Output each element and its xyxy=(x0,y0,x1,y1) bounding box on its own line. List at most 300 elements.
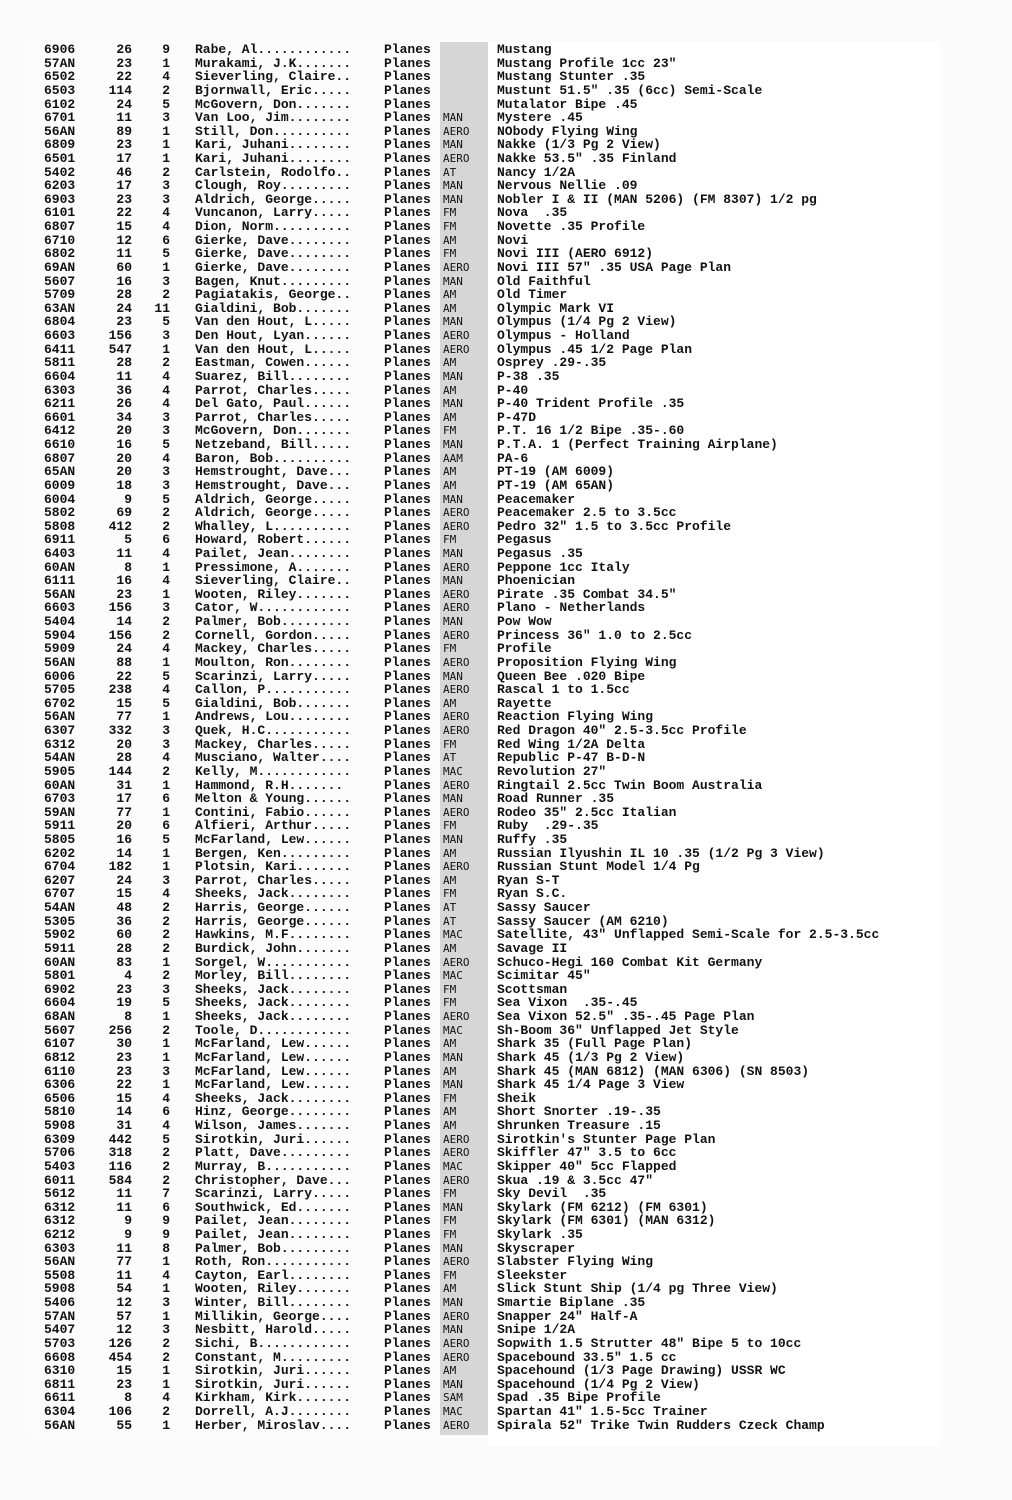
table-row xyxy=(0,860,1012,874)
count-cell: 4 xyxy=(162,69,170,85)
page-cell: 12 xyxy=(116,1295,132,1310)
designer-cell: Herber, Miroslav.... xyxy=(195,1418,352,1433)
issue-cell: 5709 xyxy=(44,287,76,303)
plan-title-cell: Satellite, 43" Unflapped Semi-Scale for 2.5-3.5cc xyxy=(497,928,880,943)
page-cell: 69 xyxy=(116,505,132,521)
count-cell: 5 xyxy=(162,314,170,330)
category-cell: Planes xyxy=(384,995,431,1011)
designer-cell: Cayton, Earl........ xyxy=(195,1268,352,1283)
count-cell: 2 xyxy=(162,627,170,643)
category-cell: Planes xyxy=(384,1186,431,1202)
page-cell: 20 xyxy=(116,464,132,480)
table-row xyxy=(0,288,1012,302)
count-cell: 3 xyxy=(162,178,170,194)
page-cell: 116 xyxy=(108,1158,132,1174)
category-cell: Planes xyxy=(384,927,431,943)
category-cell: Planes xyxy=(384,1036,431,1052)
table-row xyxy=(0,1105,1012,1119)
magazine-cell: AM xyxy=(443,1282,457,1296)
table-row xyxy=(0,1337,1012,1351)
table-row xyxy=(0,152,1012,166)
count-cell: 1 xyxy=(162,123,170,139)
plan-title-cell: Revolution 27" xyxy=(497,764,607,779)
category-cell: Planes xyxy=(384,314,431,330)
table-row xyxy=(0,1133,1012,1147)
plan-title-cell: Skiffler 47" 3.5 to 6cc xyxy=(497,1146,677,1161)
designer-cell: Moulton, Ron........ xyxy=(195,655,352,670)
magazine-cell: MAN xyxy=(443,315,463,329)
page-cell: 16 xyxy=(116,573,132,589)
designer-cell: McGovern, Don....... xyxy=(195,424,352,439)
page-cell: 9 xyxy=(124,491,132,507)
magazine-cell: FM xyxy=(443,206,457,220)
magazine-cell: AT xyxy=(443,751,457,765)
page-cell: 15 xyxy=(116,219,132,235)
count-cell: 2 xyxy=(162,940,170,956)
page-cell: 9 xyxy=(124,1213,132,1229)
magazine-cell: AERO xyxy=(443,724,470,737)
count-cell: 4 xyxy=(162,219,170,235)
count-cell: 2 xyxy=(162,1172,170,1188)
count-cell: 2 xyxy=(162,968,170,984)
magazine-cell: AERO xyxy=(443,1010,470,1023)
count-cell: 2 xyxy=(162,164,170,180)
page-cell: 23 xyxy=(116,981,132,997)
table-row xyxy=(0,806,1012,820)
table-row xyxy=(0,710,1012,724)
issue-cell: 6902 xyxy=(44,981,76,997)
page-cell: 144 xyxy=(108,763,132,779)
issue-cell: 6608 xyxy=(44,1349,76,1365)
page-cell: 11 xyxy=(116,545,132,561)
table-row xyxy=(0,111,1012,125)
count-cell: 4 xyxy=(162,641,170,657)
category-cell: Planes xyxy=(384,164,431,180)
designer-cell: Constant, M......... xyxy=(195,1350,352,1365)
issue-cell: 6312 xyxy=(44,1199,76,1215)
category-cell: Planes xyxy=(384,1213,431,1229)
page-cell: 23 xyxy=(116,586,132,602)
page-cell: 15 xyxy=(116,695,132,711)
magazine-cell: FM xyxy=(443,642,457,656)
issue-cell: 6903 xyxy=(44,191,76,207)
page-cell: 28 xyxy=(116,287,132,303)
issue-cell: 5802 xyxy=(44,505,76,521)
plan-title-cell: Olympus .45 1/2 Page Plan xyxy=(497,342,693,357)
issue-cell: 60AN xyxy=(44,777,76,793)
magazine-cell: MAC xyxy=(443,928,463,942)
page-cell: 547 xyxy=(108,341,132,357)
magazine-cell: MAN xyxy=(443,546,463,560)
page-cell: 11 xyxy=(116,1240,132,1256)
page-cell: 26 xyxy=(116,42,132,57)
magazine-cell: AERO xyxy=(443,601,470,615)
issue-cell: 6412 xyxy=(44,423,76,439)
designer-cell: Sichi, B............ xyxy=(195,1336,352,1351)
magazine-cell: AERO xyxy=(443,1173,470,1187)
count-cell: 5 xyxy=(162,437,170,452)
magazine-cell: MAN xyxy=(443,574,463,588)
category-cell: Planes xyxy=(384,1390,431,1406)
count-cell: 4 xyxy=(162,573,170,589)
designer-cell: Wooten, Riley....... xyxy=(195,1282,352,1297)
table-row xyxy=(0,1201,1012,1215)
magazine-cell: FM xyxy=(443,737,457,751)
page-cell: 332 xyxy=(108,723,132,738)
magazine-cell: MAN xyxy=(443,1050,463,1064)
table-row xyxy=(0,343,1012,357)
issue-cell: 6110 xyxy=(44,1063,76,1079)
table-row xyxy=(0,1146,1012,1160)
magazine-cell: AM xyxy=(443,1037,457,1051)
category-cell: Planes xyxy=(384,1240,431,1256)
category-cell: Planes xyxy=(384,573,431,589)
issue-cell: 6403 xyxy=(44,545,76,561)
issue-cell: 6107 xyxy=(44,1036,76,1052)
page-cell: 318 xyxy=(108,1145,132,1161)
issue-cell: 6307 xyxy=(44,723,76,738)
category-cell: Planes xyxy=(384,1308,431,1324)
table-row xyxy=(0,1078,1012,1092)
count-cell: 2 xyxy=(162,913,170,929)
category-cell: Planes xyxy=(384,940,431,956)
count-cell: 2 xyxy=(162,1145,170,1161)
plan-title-cell: Skylark (FM 6301) (MAN 6312) xyxy=(497,1214,716,1229)
table-row xyxy=(0,1051,1012,1065)
plan-title-cell: Smartie Biplane .35 xyxy=(497,1296,646,1310)
issue-cell: 6309 xyxy=(44,1131,76,1147)
issue-cell: 65AN xyxy=(44,464,76,480)
category-cell: Planes xyxy=(384,1199,431,1215)
category-cell: Planes xyxy=(384,1281,431,1297)
page-cell: 23 xyxy=(116,1376,132,1392)
designer-cell: Aldrich, George..... xyxy=(195,192,352,207)
issue-cell: 6004 xyxy=(44,491,76,507)
page-cell: 238 xyxy=(108,682,132,698)
page-cell: 23 xyxy=(116,1063,132,1079)
designer-cell: Sieverling, Claire.. xyxy=(195,574,352,589)
table-row xyxy=(0,1174,1012,1188)
designer-cell: Van Loo, Jim........ xyxy=(195,111,352,126)
table-row xyxy=(0,956,1012,970)
plan-title-cell: Spacehound (1/3 Page Drawing) USSR WC xyxy=(497,1364,786,1379)
page-cell: 22 xyxy=(116,205,132,221)
page-cell: 126 xyxy=(108,1335,132,1351)
magazine-cell: AERO xyxy=(443,860,470,874)
page-cell: 584 xyxy=(108,1172,132,1188)
page-cell: 8 xyxy=(124,559,132,575)
designer-cell: Aldrich, George..... xyxy=(195,506,352,521)
magazine-cell: AERO xyxy=(443,1255,470,1269)
plan-title-cell: Ryan S.C. xyxy=(497,887,568,902)
page-cell: 11 xyxy=(116,1186,132,1202)
issue-cell: 6807 xyxy=(44,219,76,235)
count-cell: 1 xyxy=(162,1363,170,1379)
plan-title-cell: Rayette xyxy=(497,696,552,711)
count-cell: 5 xyxy=(162,695,170,711)
designer-cell: Howard, Robert...... xyxy=(195,533,352,548)
issue-cell: 6707 xyxy=(44,886,76,902)
table-row xyxy=(0,819,1012,833)
category-cell: Planes xyxy=(384,559,431,575)
designer-cell: Kari, Juhani........ xyxy=(195,138,352,153)
designer-cell: Sorgel, W........... xyxy=(195,955,352,970)
table-row xyxy=(0,179,1012,193)
category-cell: Planes xyxy=(384,1104,431,1120)
table-row xyxy=(0,1187,1012,1201)
count-cell: 1 xyxy=(162,845,170,861)
issue-cell: 5911 xyxy=(44,818,76,834)
plan-title-cell: Sirotkin's Stunter Page Plan xyxy=(497,1132,716,1147)
issue-cell: 56AN xyxy=(44,1254,76,1270)
category-cell: Planes xyxy=(384,750,431,766)
count-cell: 6 xyxy=(162,791,170,807)
page-cell: 31 xyxy=(116,1118,132,1133)
table-row xyxy=(0,452,1012,466)
count-cell: 4 xyxy=(162,396,170,412)
page-cell: 46 xyxy=(116,164,132,180)
table-row xyxy=(0,1419,1012,1433)
magazine-cell: FM xyxy=(443,220,457,234)
magazine-cell: AERO xyxy=(443,805,470,819)
issue-cell: 5404 xyxy=(44,614,76,629)
count-cell: 3 xyxy=(162,477,170,493)
page-cell: 77 xyxy=(116,709,132,725)
magazine-cell: AERO xyxy=(443,342,470,356)
page-cell: 16 xyxy=(116,273,132,289)
category-cell: Planes xyxy=(384,586,431,602)
page-cell: 14 xyxy=(116,845,132,861)
designer-cell: Hawkins, M.F........ xyxy=(195,928,352,943)
plan-title-cell: Nervous Nellie .09 xyxy=(497,179,638,194)
issue-cell: 54AN xyxy=(44,900,76,916)
designer-cell: Hemstrought, Dave... xyxy=(195,465,352,480)
table-row xyxy=(0,57,1012,71)
category-cell: Planes xyxy=(384,1158,431,1174)
table-row xyxy=(0,901,1012,915)
page-cell: 23 xyxy=(116,314,132,330)
magazine-cell: MAN xyxy=(443,138,463,152)
page-cell: 60 xyxy=(116,927,132,943)
magazine-cell: MAN xyxy=(443,492,463,506)
magazine-cell: AM xyxy=(443,465,457,479)
issue-cell: 6502 xyxy=(44,69,76,85)
count-cell: 3 xyxy=(162,1295,170,1310)
page-cell: 22 xyxy=(116,668,132,684)
category-cell: Planes xyxy=(384,913,431,929)
category-cell: Planes xyxy=(384,396,431,412)
count-cell: 3 xyxy=(162,723,170,738)
category-cell: Planes xyxy=(384,600,431,616)
table-row xyxy=(0,779,1012,793)
page-cell: 28 xyxy=(116,940,132,956)
table-row xyxy=(0,1214,1012,1228)
plan-title-cell: Ryan S-T xyxy=(497,873,560,888)
issue-cell: 5810 xyxy=(44,1104,76,1120)
page-cell: 23 xyxy=(116,55,132,71)
magazine-cell: AM xyxy=(443,1119,457,1132)
designer-cell: Pailet, Jean........ xyxy=(195,1227,352,1242)
plan-title-cell: Spad .35 Bipe Profile xyxy=(497,1391,661,1406)
issue-cell: 6812 xyxy=(44,1049,76,1065)
issue-cell: 5808 xyxy=(44,518,76,534)
issue-cell: 5703 xyxy=(44,1335,76,1351)
category-cell: Planes xyxy=(384,423,431,439)
issue-cell: 5612 xyxy=(44,1186,76,1202)
designer-cell: Quek, H.C........... xyxy=(195,724,352,738)
count-cell: 3 xyxy=(162,464,170,480)
page-cell: 24 xyxy=(116,300,132,316)
magazine-cell: AM xyxy=(443,478,457,492)
magazine-cell: MAC xyxy=(443,969,463,983)
table-row xyxy=(0,670,1012,684)
table-row xyxy=(0,1037,1012,1051)
magazine-cell: AERO xyxy=(443,655,470,669)
count-cell: 1 xyxy=(162,341,170,357)
designer-cell: Hemstrought, Dave... xyxy=(195,478,352,493)
plan-title-cell: Snapper 24" Half-A xyxy=(497,1309,638,1324)
magazine-cell: AAM xyxy=(443,451,463,465)
designer-cell: Gierke, Dave........ xyxy=(195,260,352,275)
plan-title-cell: Proposition Flying Wing xyxy=(497,655,677,670)
count-cell: 2 xyxy=(162,1349,170,1365)
page-cell: 11 xyxy=(116,1199,132,1215)
issue-cell: 6603 xyxy=(44,328,76,343)
page-cell: 23 xyxy=(116,191,132,207)
table-row xyxy=(0,1092,1012,1106)
category-cell: Planes xyxy=(384,654,431,670)
issue-cell: 5403 xyxy=(44,1158,76,1174)
page-cell: 16 xyxy=(116,437,132,452)
category-cell: Planes xyxy=(384,341,431,357)
plan-title-cell: Old Timer xyxy=(497,288,568,303)
category-cell: Planes xyxy=(384,151,431,166)
magazine-cell: FM xyxy=(443,887,457,901)
count-cell: 4 xyxy=(162,205,170,221)
magazine-cell: AERO xyxy=(443,1418,470,1432)
issue-cell: 6710 xyxy=(44,232,76,248)
page-cell: 54 xyxy=(116,1281,132,1297)
page-cell: 48 xyxy=(116,900,132,916)
issue-cell: 54AN xyxy=(44,750,76,766)
issue-cell: 5902 xyxy=(44,927,76,943)
magazine-cell: FM xyxy=(443,247,457,261)
table-row xyxy=(0,1269,1012,1283)
category-cell: Planes xyxy=(384,355,431,371)
issue-cell: 6202 xyxy=(44,845,76,861)
count-cell: 3 xyxy=(162,1322,170,1338)
issue-cell: 6203 xyxy=(44,178,76,194)
designer-cell: Clough, Roy......... xyxy=(195,179,352,194)
magazine-cell: SAM xyxy=(443,1391,463,1405)
category-cell: Planes xyxy=(384,368,431,384)
issue-cell: 6611 xyxy=(44,1390,76,1406)
issue-cell: 6111 xyxy=(44,573,76,589)
table-row xyxy=(0,384,1012,398)
issue-cell: 5607 xyxy=(44,273,76,289)
category-cell: Planes xyxy=(384,1022,431,1038)
count-cell: 6 xyxy=(162,818,170,834)
page-cell: 156 xyxy=(108,627,132,643)
issue-cell: 6601 xyxy=(44,409,76,425)
category-cell: Planes xyxy=(384,1322,431,1338)
page-cell: 77 xyxy=(116,1254,132,1270)
issue-cell: 6312 xyxy=(44,736,76,752)
plan-title-cell: Sassy Saucer (AM 6210) xyxy=(497,914,669,929)
issue-cell: 6009 xyxy=(44,477,76,493)
designer-cell: Winter, Bill........ xyxy=(195,1296,352,1310)
magazine-cell: MAC xyxy=(443,764,463,778)
plan-title-cell: Russian Stunt Model 1/4 Pg xyxy=(497,860,700,875)
category-cell: Planes xyxy=(384,968,431,984)
count-cell: 8 xyxy=(162,1240,170,1256)
table-row xyxy=(0,996,1012,1010)
count-cell: 2 xyxy=(162,1404,170,1419)
plan-title-cell: Red Wing 1/2A Delta xyxy=(497,737,646,752)
magazine-cell: MAC xyxy=(443,1159,463,1173)
category-cell: Planes xyxy=(384,518,431,534)
plan-title-cell: Mustang Profile 1cc 23" xyxy=(497,56,677,71)
table-row xyxy=(0,70,1012,84)
page-cell: 442 xyxy=(108,1131,132,1147)
designer-cell: Palmer, Bob......... xyxy=(195,1241,352,1256)
plan-title-cell: Peacemaker 2.5 to 3.5cc xyxy=(497,506,677,521)
issue-cell: 56AN xyxy=(44,123,76,139)
table-row xyxy=(0,43,1012,57)
issue-cell: 6303 xyxy=(44,1240,76,1256)
designer-cell: Roth, Ron........... xyxy=(195,1255,352,1270)
designer-cell: McFarland, Lew...... xyxy=(195,1050,352,1065)
table-row xyxy=(0,874,1012,888)
count-cell: 2 xyxy=(162,927,170,943)
issue-cell: 5911 xyxy=(44,940,76,956)
count-cell: 7 xyxy=(162,1186,170,1202)
category-cell: Planes xyxy=(384,123,431,139)
count-cell: 4 xyxy=(162,1390,170,1406)
table-row xyxy=(0,928,1012,942)
category-cell: Planes xyxy=(384,1335,431,1351)
issue-cell: 6701 xyxy=(44,110,76,126)
category-cell: Planes xyxy=(384,1376,431,1392)
magazine-cell: MAN xyxy=(443,792,463,806)
issue-cell: 5909 xyxy=(44,641,76,657)
plan-title-cell: Mustunt 51.5" .35 (6cc) Semi-Scale xyxy=(497,83,763,98)
issue-cell: 56AN xyxy=(44,709,76,725)
count-cell: 1 xyxy=(162,1036,170,1052)
count-cell: 6 xyxy=(162,532,170,548)
plan-title-cell: Ringtail 2.5cc Twin Boom Australia xyxy=(497,778,763,793)
category-cell: Planes xyxy=(384,96,431,112)
count-cell: 2 xyxy=(162,763,170,779)
plan-title-cell: Nakke (1/3 Pg 2 View) xyxy=(497,138,661,153)
issue-cell: 6604 xyxy=(44,368,76,384)
designer-cell: Netzeband, Bill..... xyxy=(195,438,352,452)
table-row xyxy=(0,547,1012,561)
page-cell: 12 xyxy=(116,1322,132,1338)
table-row xyxy=(0,724,1012,738)
table-row xyxy=(0,424,1012,438)
count-cell: 1 xyxy=(162,1254,170,1270)
designer-cell: McGovern, Don....... xyxy=(195,97,352,112)
issue-cell: 6802 xyxy=(44,246,76,262)
category-cell: Planes xyxy=(384,981,431,997)
page-cell: 22 xyxy=(116,69,132,85)
designer-cell: Hinz, George........ xyxy=(195,1105,352,1120)
magazine-cell: MAC xyxy=(443,1405,463,1418)
category-cell: Planes xyxy=(384,300,431,316)
magazine-cell: AERO xyxy=(443,1146,470,1160)
designer-cell: Mackey, Charles..... xyxy=(195,737,352,752)
